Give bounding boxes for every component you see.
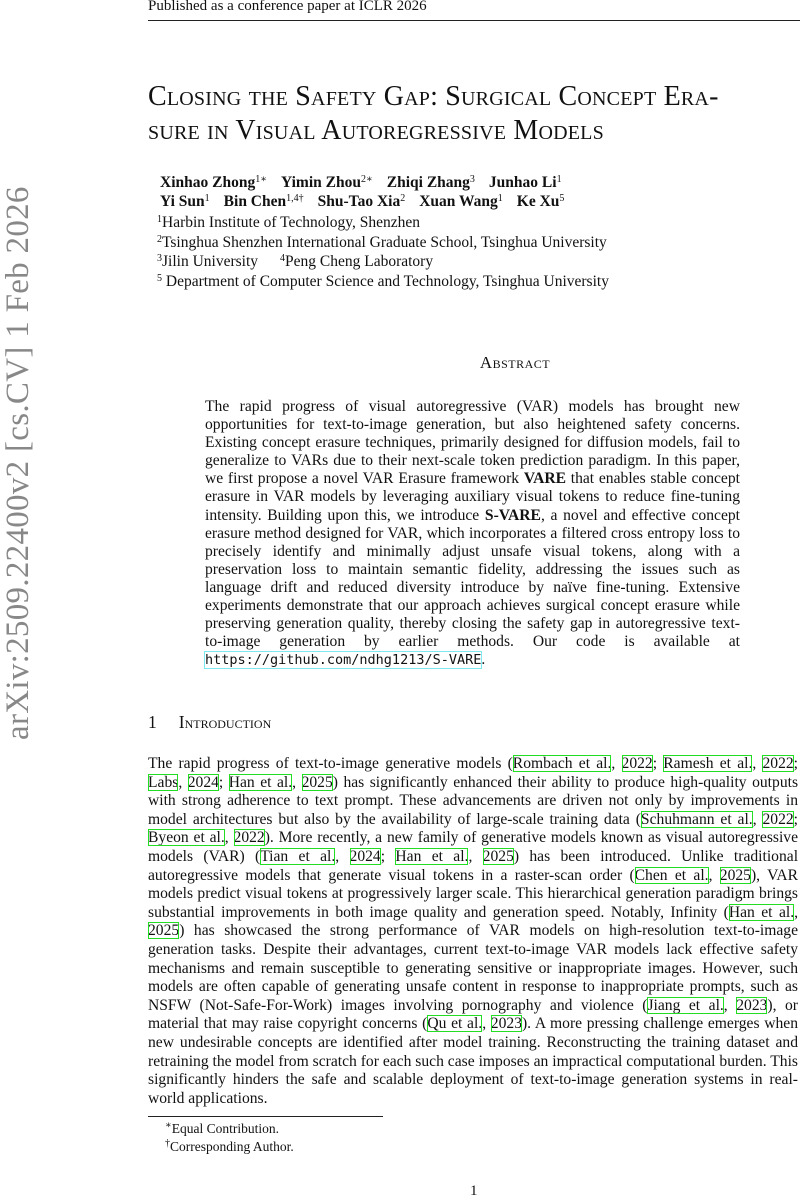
citation-link[interactable]: Byeon et al. [148, 829, 225, 847]
affiliation [280, 253, 433, 270]
text-segment: , [178, 773, 188, 791]
affiliation [157, 214, 420, 231]
author-name [489, 174, 562, 191]
running-header: Published as a conference paper at ICLR 2026 [148, 0, 427, 14]
author-name [387, 174, 475, 191]
author-row [160, 192, 578, 211]
citation-link[interactable]: 2025 [482, 847, 514, 865]
text-segment: ), VAR models predict visual tokens at progressively larger scale. This hierarchical generation paradigm brings substantial improvements in both image quality and generation speed. Notably, Infinity ( [148, 866, 798, 921]
affiliation-mark: 2 [157, 233, 162, 245]
text-segment: ; [218, 773, 229, 791]
text-segment: , [224, 829, 234, 847]
author-name-text: Yimin Zhou [281, 174, 361, 191]
citation-link[interactable]: Chen et al. [634, 866, 709, 884]
footnote-rule [148, 1116, 383, 1117]
footnote-equal-contribution [165, 1121, 279, 1137]
author-affiliation-mark: 1 [556, 174, 562, 185]
affiliation-text: Peng Cheng Laboratory [285, 253, 434, 270]
author-name [224, 193, 304, 210]
author-name-text: Shu-Tao Xia [317, 193, 401, 210]
author-affiliation-mark: 1 [497, 193, 503, 204]
author-affiliation-mark: 1 [204, 193, 210, 204]
affiliation-mark: 4 [280, 253, 286, 264]
abstract-text-segment: , a novel and effective concept erasure method designed for VAR, which incorporates a filtered cross entropy loss to precisely identify and minimally adjust unsafe visual tokens, along with a preservation loss to maintain semantic fidelity, addressing the issues such as language drift and reduced diversity introduce by naïve fine-tuning. Extensive experiments demonstrate that our approach achieves surgical concept erasure while preserving generation quality, thereby closing the safety gap in autoregressive text-to-image generation by earlier methods. Our code is available at [205, 506, 740, 651]
text-segment: , [708, 866, 720, 884]
author-affiliation-mark: 1,4† [286, 193, 304, 204]
text-segment: The rapid progress of text-to-image generative models ( [148, 755, 513, 772]
author-affiliation-mark: 2∗ [360, 174, 373, 185]
header-rule [148, 20, 800, 21]
paper-title [148, 80, 800, 148]
page-number: 1 [470, 1183, 478, 1199]
affiliation-text: Tsinghua Shenzhen International Graduate School, Tsinghua University [162, 233, 607, 251]
arxiv-watermark: arXiv:2509.22400v2 [cs.CV] 1 Feb 2026 [0, 186, 36, 740]
affiliation [157, 273, 609, 290]
section-number: 1 [148, 712, 157, 732]
citation-link[interactable]: 2024 [349, 847, 381, 865]
author-name [281, 174, 373, 191]
citation-link[interactable]: 2022 [621, 755, 653, 772]
text-segment: , [723, 996, 737, 1014]
citation-link[interactable]: Labs [148, 773, 179, 791]
author-name-text: Bin Chen [223, 193, 287, 210]
citation-link[interactable]: Ramesh et al. [663, 755, 753, 772]
affiliation-mark: 3 [157, 253, 162, 264]
text-segment: ). More recently, a new family of generative models known as visual autoregressive models (VAR) ( [148, 829, 799, 865]
text-segment: , [482, 1015, 491, 1033]
title-line: sure in Visual Autoregressive Models [148, 115, 604, 146]
author-name-text: Xinhao Zhong [160, 174, 256, 191]
text-segment: , [611, 755, 622, 772]
citation-link[interactable]: Rombach et al. [512, 755, 612, 772]
citation-link[interactable]: 2023 [490, 1015, 522, 1033]
author-name-text: Zhiqi Zhang [386, 174, 470, 191]
method-name: S-VARE [484, 506, 541, 524]
citation-link[interactable]: 2024 [187, 773, 219, 791]
title-line: Closing the Safety Gap: Surgical Concept Era- [148, 81, 719, 112]
citation-link[interactable]: Han et al. [395, 847, 469, 865]
text-segment: ) has showcased the strong performance of VAR models on high-resolution text-to-image generation tasks. Despite their advantages, current text-to-image VAR models lack effective safety mechanisms and remain susceptible to generating sensitive or inappropriate images. However, such models are often capable of generating unsafe content in response to inappropriate prompts, such as NSFW (Not-Safe-For-Work) images involving pornography and violence ( [148, 922, 798, 1014]
affiliation-text: Department of Computer Science and Technology, Tsinghua University [162, 272, 609, 290]
author-affiliation-mark: 1∗ [255, 174, 267, 185]
citation-link[interactable]: 2025 [719, 866, 751, 884]
affiliation [157, 234, 607, 251]
text-segment: , [794, 903, 798, 921]
affiliation-mark: 1 [157, 214, 162, 225]
author-name [419, 193, 503, 210]
text-segment: ; [793, 810, 799, 828]
affiliation-list [157, 213, 609, 291]
citation-link[interactable]: Jiang et al. [647, 996, 724, 1014]
author-name-text: Xuan Wang [419, 193, 498, 210]
author-name [318, 193, 406, 210]
author-name [160, 193, 210, 210]
text-segment: , [752, 810, 763, 828]
footnote-text: Corresponding Author. [170, 1139, 294, 1154]
citation-link[interactable]: 2022 [233, 829, 265, 847]
affiliation-row [157, 272, 609, 292]
method-name: VARE [523, 470, 567, 488]
citation-link[interactable]: Tian et al. [260, 847, 336, 865]
affiliation-row [157, 233, 609, 253]
citation-link[interactable]: 2023 [736, 996, 768, 1014]
text-segment: , [752, 755, 763, 772]
citation-link[interactable]: Han et al. [228, 773, 293, 791]
author-affiliation-mark: 5 [559, 193, 565, 204]
text-segment: , [292, 773, 302, 791]
footnote-text: Equal Contribution. [171, 1121, 280, 1136]
footnote-corresponding-author [165, 1139, 294, 1155]
abstract-text [205, 398, 740, 669]
affiliation-row [157, 252, 609, 272]
introduction-paragraph [148, 755, 798, 1108]
citation-link[interactable]: Han et al. [728, 903, 795, 921]
affiliation-text: Harbin Institute of Technology, Shenzhen [162, 214, 421, 231]
text-segment: , [335, 847, 350, 865]
author-row [160, 173, 578, 192]
text-segment: , [468, 847, 483, 865]
affiliation-row [157, 213, 609, 233]
affiliation-text: Jilin University [162, 253, 259, 270]
affiliation-mark: 5 [157, 272, 162, 284]
text-segment: ). A more pressing challenge emerges when new undesirable concepts are identified after model training. Reconstructing the training dataset and retraining the model from scratch for each such case imposes an impractical computational burden. This significantly hinders the safe and scalable deployment of text-to-image generation systems in real-world applications. [148, 1015, 799, 1107]
section-heading-introduction [148, 712, 271, 733]
author-affiliation-mark: 3 [469, 174, 475, 185]
citation-link[interactable]: Qu et al. [427, 1015, 483, 1033]
citation-link[interactable]: 2025 [301, 773, 333, 791]
citation-link[interactable]: 2025 [148, 922, 180, 940]
author-name-text: Junhao Li [488, 174, 557, 191]
text-segment: ) has been introduced. Unlike traditional autoregressive models that generate visual tokens in a raster-scan order ( [148, 847, 799, 884]
author-list [160, 173, 578, 211]
citation-link[interactable]: 2022 [762, 755, 794, 772]
text-segment: ; [380, 847, 396, 865]
footnote-mark: † [165, 1138, 170, 1149]
text-segment: ), or material that may raise copyright concerns ( [148, 996, 798, 1033]
author-name-text: Yi Sun [160, 193, 205, 210]
code-url-link[interactable]: https://github.com/ndhg1213/S-VARE [205, 652, 482, 669]
author-name [517, 193, 565, 210]
author-affiliation-mark: 2 [400, 193, 406, 204]
citation-link[interactable]: Schuhmann et al. [640, 810, 753, 828]
author-name-text: Ke Xu [516, 193, 560, 210]
abstract-text-segment: that enables stable concept erasure in VAR models by leveraging auxiliary visual tokens to reduce fine-tuning intensity. Building upon this, we introduce [205, 470, 740, 524]
abstract-heading: Abstract [479, 353, 551, 372]
section-title: Introduction [178, 712, 272, 732]
affiliation [157, 253, 258, 270]
text-segment: ; [652, 755, 664, 772]
author-name [160, 174, 267, 191]
text-segment: ; [793, 755, 799, 772]
text-segment: ) has significantly enhanced their ability to produce high-quality outputs with strong adherence to text prompt. These advancements are driven not only by improvements in model architectures but also by the availability of large-scale training data ( [148, 773, 799, 828]
abstract-text-segment: The rapid progress of visual autoregressive (VAR) models has brought new opportunities for text-to-image generation, but also heightened safety concerns. Existing concept erasure techniques, primarily designed for diffusion models, fail to generalize to VARs due to their next-scale token prediction paradigm. In this paper, we first propose a novel VAR Erasure framework [205, 398, 740, 488]
citation-link[interactable]: 2022 [762, 810, 794, 828]
abstract-text-segment: . [481, 651, 486, 669]
footnote-mark: ∗ [165, 1120, 172, 1131]
